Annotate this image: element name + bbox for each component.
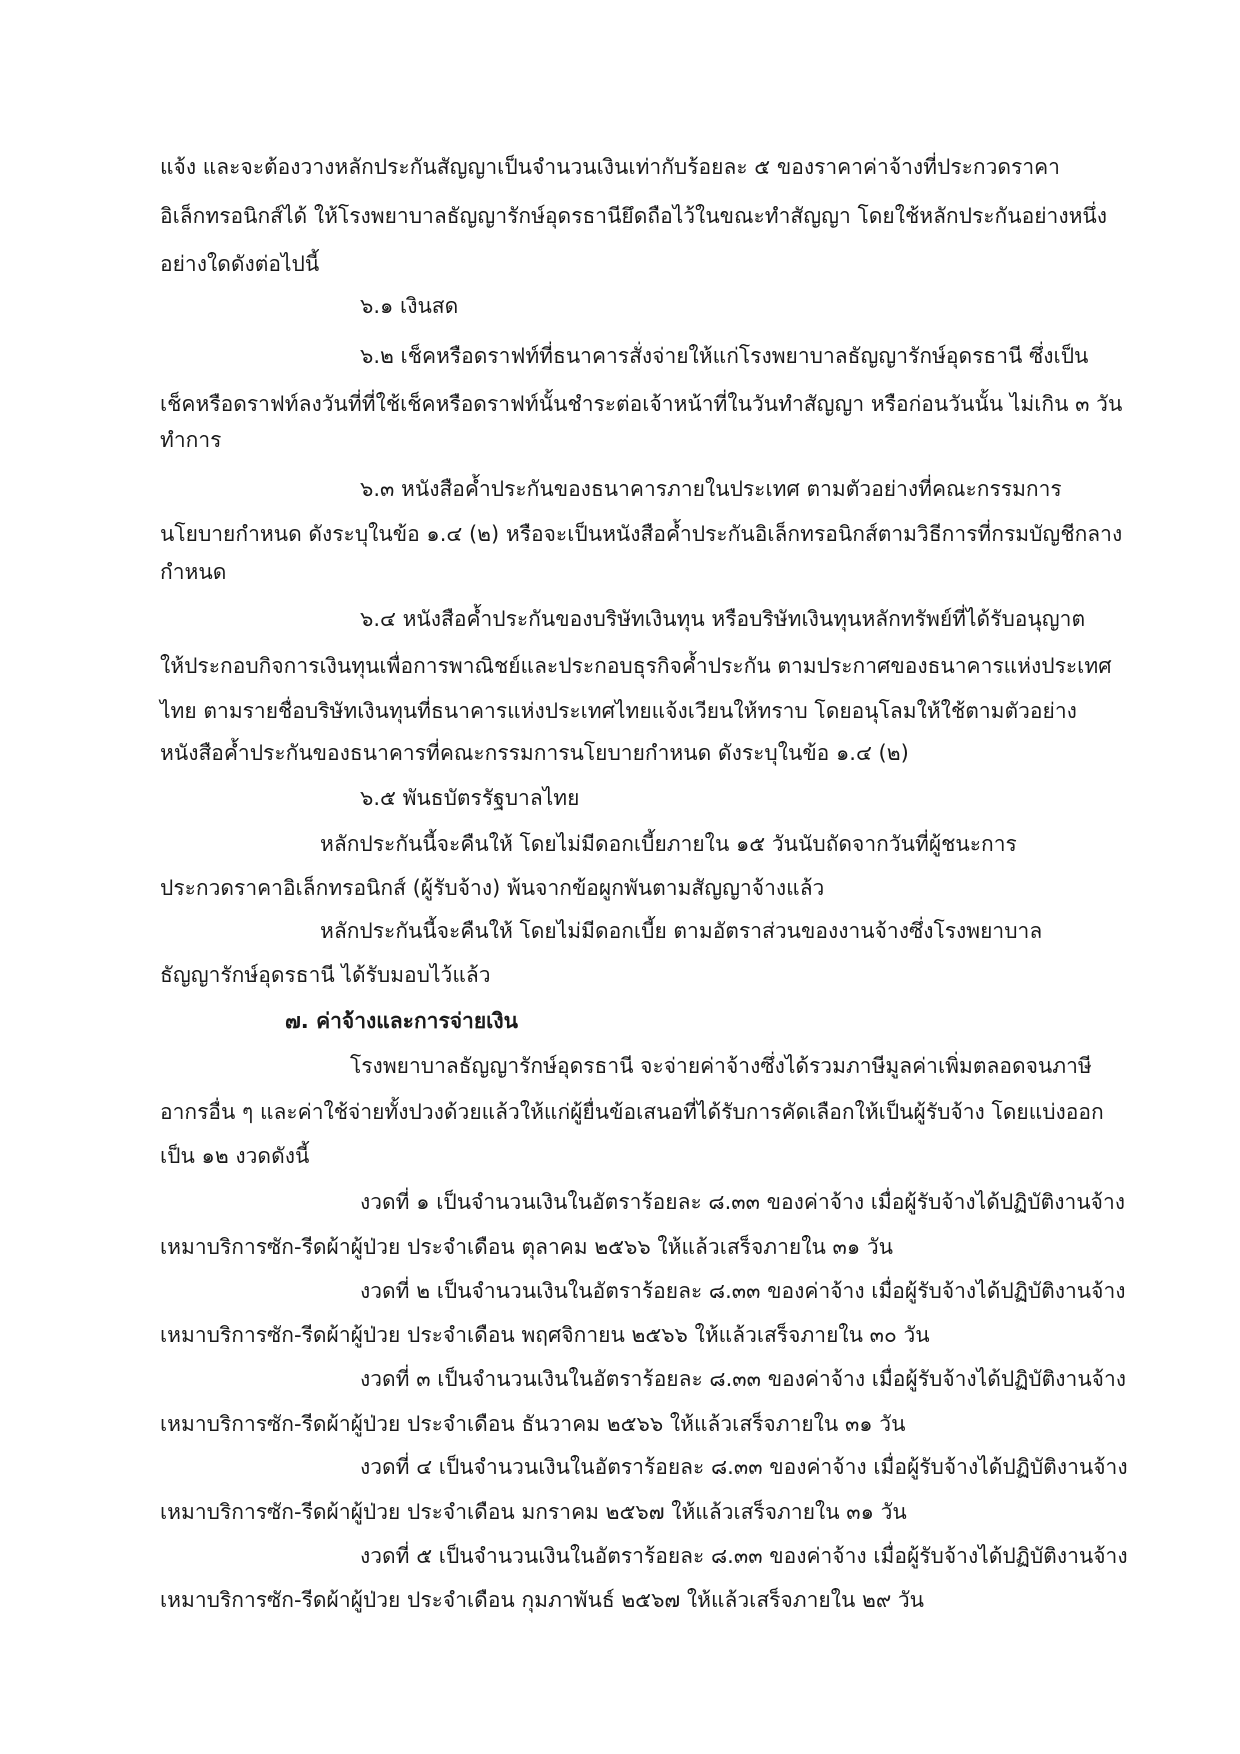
section-7-heading: ๗. ค่าจ้างและการจ่ายเงิน xyxy=(285,1009,518,1033)
refund-2-line-2: ธัญญารักษ์อุดรธานี ได้รับมอบไว้แล้ว xyxy=(160,963,491,987)
installment-4-line-1: งวดที่ ๔ เป็นจำนวนเงินในอัตราร้อยละ ๘.๓๓ ของค่าจ้าง เมื่อผู้รับจ้างได้ปฏิบัติงานจ้าง xyxy=(360,1455,1128,1479)
intro-line-1: แจ้ง และจะต้องวางหลักประกันสัญญาเป็นจำนวนเงินเท่ากับร้อยละ ๕ ของราคาค่าจ้างที่ประกวดราคา xyxy=(160,155,1060,179)
item-6-1: ๖.๑ เงินสด xyxy=(360,294,459,318)
refund-2-line-1: หลักประกันนี้จะคืนให้ โดยไม่มีดอกเบี้ย ตามอัตราส่วนของงานจ้างซึ่งโรงพยาบาล xyxy=(320,919,1043,943)
item-6-4-line-3: ไทย ตามรายชื่อบริษัทเงินทุนที่ธนาคารแห่งประเทศไทยแจ้งเวียนให้ทราบ โดยอนุโลมให้ใช้ตามตัวอย่าง xyxy=(160,699,1077,723)
installment-2-line-2: เหมาบริการซัก-รีดผ้าผู้ป่วย ประจำเดือน พฤศจิกายน ๒๕๖๖ ให้แล้วเสร็จภายใน ๓๐ วัน xyxy=(160,1323,930,1347)
installment-5-line-1: งวดที่ ๕ เป็นจำนวนเงินในอัตราร้อยละ ๘.๓๓ ของค่าจ้าง เมื่อผู้รับจ้างได้ปฏิบัติงานจ้าง xyxy=(360,1544,1128,1568)
item-6-2-line-1: ๖.๒ เช็คหรือดราฟท์ที่ธนาคารสั่งจ่ายให้แก่โรงพยาบาลธัญญารักษ์อุดรธานี ซึ่งเป็น xyxy=(360,344,1089,368)
section-7-body-line-3: เป็น ๑๒ งวดดังนี้ xyxy=(160,1144,310,1168)
item-6-2-line-3: ทำการ xyxy=(160,428,222,452)
installment-3-line-2: เหมาบริการซัก-รีดผ้าผู้ป่วย ประจำเดือน ธันวาคม ๒๕๖๖ ให้แล้วเสร็จภายใน ๓๑ วัน xyxy=(160,1412,906,1436)
item-6-5: ๖.๕ พันธบัตรรัฐบาลไทย xyxy=(360,786,580,810)
installment-3-line-1: งวดที่ ๓ เป็นจำนวนเงินในอัตราร้อยละ ๘.๓๓ ของค่าจ้าง เมื่อผู้รับจ้างได้ปฏิบัติงานจ้าง xyxy=(360,1367,1127,1391)
item-6-2-line-2: เช็คหรือดราฟท์ลงวันที่ที่ใช้เช็คหรือดราฟท์นั้นชำระต่อเจ้าหน้าที่ในวันทำสัญญา หรือก่อนวันนั้น ไม่เกิน ๓ วัน xyxy=(160,392,1123,416)
item-6-3-line-3: กำหนด xyxy=(160,560,227,584)
section-7-body-line-1: โรงพยาบาลธัญญารักษ์อุดรธานี จะจ่ายค่าจ้างซึ่งได้รวมภาษีมูลค่าเพิ่มตลอดจนภาษี xyxy=(350,1054,1092,1078)
intro-line-2: อิเล็กทรอนิกส์ได้ ให้โรงพยาบาลธัญญารักษ์อุดรธานียึดถือไว้ในขณะทำสัญญา โดยใช้หลักประกันอย่างหนึ่ง xyxy=(160,204,1108,228)
installment-5-line-2: เหมาบริการซัก-รีดผ้าผู้ป่วย ประจำเดือน กุมภาพันธ์ ๒๕๖๗ ให้แล้วเสร็จภายใน ๒๙ วัน xyxy=(160,1588,925,1612)
installment-1-line-2: เหมาบริการซัก-รีดผ้าผู้ป่วย ประจำเดือน ตุลาคม ๒๕๖๖ ให้แล้วเสร็จภายใน ๓๑ วัน xyxy=(160,1235,894,1259)
intro-line-3: อย่างใดดังต่อไปนี้ xyxy=(160,252,320,276)
item-6-4-line-1: ๖.๔ หนังสือค้ำประกันของบริษัทเงินทุน หรือบริษัทเงินทุนหลักทรัพย์ที่ได้รับอนุญาต xyxy=(360,607,1086,631)
refund-1-line-1: หลักประกันนี้จะคืนให้ โดยไม่มีดอกเบี้ยภายใน ๑๕ วันนับถัดจากวันที่ผู้ชนะการ xyxy=(320,832,1017,856)
item-6-3-line-2: นโยบายกำหนด ดังระบุในข้อ ๑.๔ (๒) หรือจะเป็นหนังสือค้ำประกันอิเล็กทรอนิกส์ตามวิธีการที่กรมบัญชีกลาง xyxy=(160,522,1123,546)
refund-1-line-2: ประกวดราคาอิเล็กทรอนิกส์ (ผู้รับจ้าง) พ้นจากข้อผูกพันตามสัญญาจ้างแล้ว xyxy=(160,876,825,900)
section-7-body-line-2: อากรอื่น ๆ และค่าใช้จ่ายทั้งปวงด้วยแล้วให้แก่ผู้ยื่นข้อเสนอที่ได้รับการคัดเลือกให้เป็นผู้รับจ้าง โดยแบ่งออก xyxy=(160,1100,1104,1124)
installment-2-line-1: งวดที่ ๒ เป็นจำนวนเงินในอัตราร้อยละ ๘.๓๓ ของค่าจ้าง เมื่อผู้รับจ้างได้ปฏิบัติงานจ้าง xyxy=(360,1279,1126,1303)
item-6-4-line-2: ให้ประกอบกิจการเงินทุนเพื่อการพาณิชย์และประกอบธุรกิจค้ำประกัน ตามประกาศของธนาคารแห่งประเทศ xyxy=(160,654,1112,678)
item-6-3-line-1: ๖.๓ หนังสือค้ำประกันของธนาคารภายในประเทศ ตามตัวอย่างที่คณะกรรมการ xyxy=(360,477,1062,501)
installment-1-line-1: งวดที่ ๑ เป็นจำนวนเงินในอัตราร้อยละ ๘.๓๓ ของค่าจ้าง เมื่อผู้รับจ้างได้ปฏิบัติงานจ้าง xyxy=(360,1190,1126,1214)
item-6-4-line-4: หนังสือค้ำประกันของธนาคารที่คณะกรรมการนโยบายกำหนด ดังระบุในข้อ ๑.๔ (๒) xyxy=(160,741,909,765)
installment-4-line-2: เหมาบริการซัก-รีดผ้าผู้ป่วย ประจำเดือน มกราคม ๒๕๖๗ ให้แล้วเสร็จภายใน ๓๑ วัน xyxy=(160,1500,907,1524)
